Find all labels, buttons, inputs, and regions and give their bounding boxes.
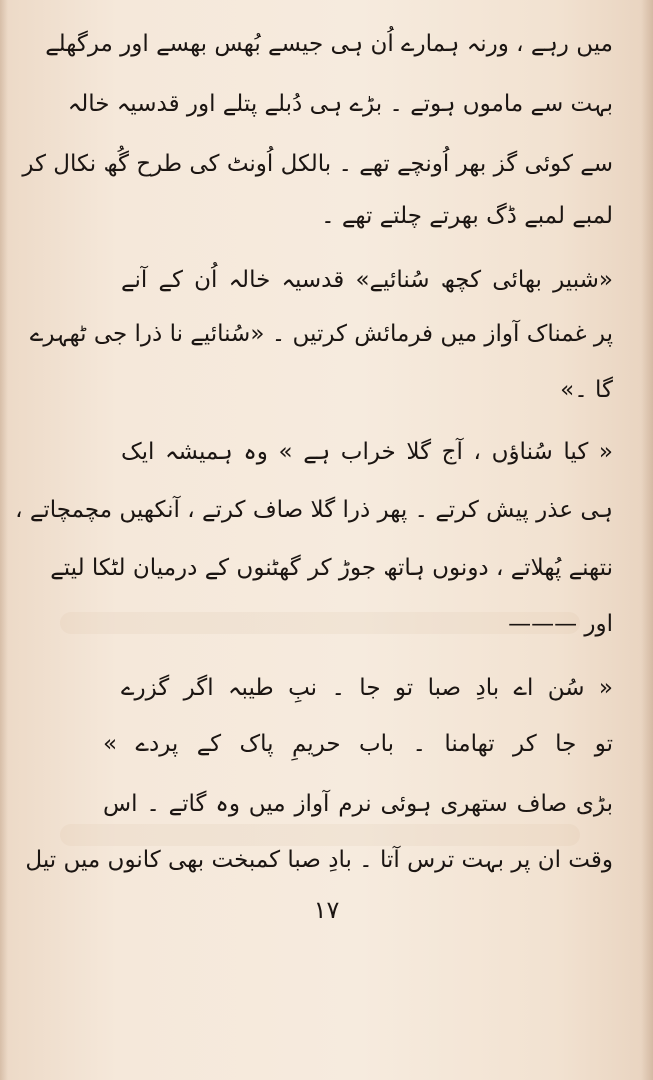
- text-line: سے کوئی گز بھر اُونچے تھے ۔ بالکل اُونٹ کی طرح گُھ نکال کر: [22, 151, 613, 177]
- page-number: ۱۷: [313, 896, 340, 924]
- text-line: میں رہے ، ورنہ ہمارے اُن ہی جیسے بُھس بھسے اور مرگھلے: [45, 31, 613, 57]
- text-line: لمبے لمبے ڈگ بھرتے چلتے تھے ۔: [321, 203, 613, 229]
- text-line: ہی عذر پیش کرتے ۔ پھر ذرا گلا صاف کرتے ، آنکھیں مچمچاتے ،: [15, 497, 613, 523]
- text-line: بہت سے ماموں ہوتے ۔ بڑے ہی دُبلے پتلے اور قدسیہ خالہ: [67, 91, 613, 117]
- text-line: گا ۔»: [560, 377, 613, 403]
- text-line: اور ———: [508, 611, 613, 637]
- text-line: « کیا سُناؤں ، آج گلا خراب ہے » وہ ہمیشہ ایک: [121, 439, 613, 465]
- text-line: پر غمناک آواز میں فرمائش کرتیں ۔ «سُنائیے نا ذرا جی ٹھہرے: [29, 321, 613, 347]
- text-line: « سُن اے بادِ صبا تو جا ۔ نبِ طیبہ اگر گزرے: [121, 675, 613, 701]
- text-line: نتھنے پُھلاتے ، دونوں ہاتھ جوڑ کر گھٹنوں کے درمیان لٹکا لیتے: [50, 555, 613, 581]
- text-line: «شبیر بھائی کچھ سُنائیے» قدسیہ خالہ اُن کے آنے: [121, 267, 613, 293]
- text-line: تو جا کر تھامنا ۔ باب حریمِ پاک کے پردے »: [103, 731, 613, 757]
- text-line: بڑی صاف ستھری ہوئی نرم آواز میں وہ گاتے ۔ اس: [103, 791, 613, 817]
- text-line: وقت ان پر بہت ترس آتا ۔ بادِ صبا کمبخت بھی کانوں میں تیل: [25, 847, 613, 873]
